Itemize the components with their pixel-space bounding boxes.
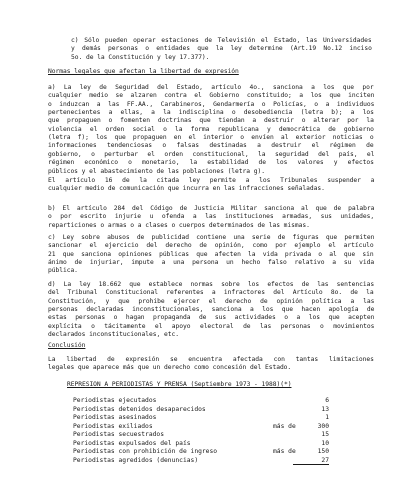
text-line: El artículo 16 de la citada ley permite a los Tribunales suspender a [48, 177, 375, 184]
text-line: que propaguen o fomenten doctrinas que tiendan a destruir o alterar por la [48, 117, 374, 125]
text-line: (letra f); los que propaguen en el interior o envíen al exterior noticias o [48, 134, 374, 142]
text-line: d) La ley 18.662 que establece normas sobre los efectos de las sentencias [48, 281, 375, 288]
text-line: cualquier medio de comunicación que incurra en las infracciones señaladas. [48, 185, 325, 193]
text-line: pertenecientes a ellas, a la indisciplina o desobediencia (letra b); a los [48, 109, 374, 117]
table-row-value: 6 [325, 397, 329, 404]
text-line: personas declaradas inconstitucionales, sanciona a los que hacen apología de [48, 306, 375, 314]
text-line: declarados inconstitucionales, etc. [48, 331, 179, 339]
text-line: gobierno, o perturbar el orden constitucional, la seguridad del país, el [48, 150, 375, 158]
table-row-label: Periodistas secuestrados [73, 431, 164, 439]
text-line: régimen económico o monetario, la estabilidad de los valores y efectos [48, 159, 374, 167]
text-line: o por escrito injurie u ofenda a las instituciones armadas, sus unidades, [48, 213, 375, 221]
table-row-prefix: más de [273, 448, 296, 456]
text-line: Constitución, y que prohibe ejercer el derecho de opinión política a las [48, 297, 375, 305]
text-line: cualquier medio se alzaren contra el Gobierno constituido; a los que inciten [48, 92, 375, 100]
table-total-rule [293, 464, 329, 465]
text-line: explícita o tácitamente el apoyo electoral de las personas o movimientos [48, 322, 375, 330]
text-line: o induzcan a las FF.AA., Carabineros, Gendarmería o Policías, o a individuos [48, 100, 375, 108]
text-line: y demás personas o entidades que la ley determine (Art.19 No.12 inciso [71, 45, 372, 53]
text-line: a) La ley de Seguridad del Estado, artículo 4o., sanciona a los que por [48, 84, 374, 91]
table-row-value: 300 [317, 422, 329, 430]
table-row [0, 397, 329, 404]
text-line: estas personas o hagan propaganda de sus actividades o a los que acepten [48, 314, 375, 322]
table-row-label: Periodistas detenidos desaparecidos [73, 405, 206, 413]
table-row [0, 423, 329, 430]
text-line: c) Sólo pueden operar estaciones de Televisión el Estado, las Universidades [71, 37, 372, 44]
table-row-label: Periodistas agredidos (denuncias) [73, 456, 199, 464]
text-line: del Tribunal Constitucional referentes a infractores del Artículo 8o. de la [48, 289, 374, 297]
heading-normas-legales: Normas legales que afectan la libertad de expresión [48, 68, 239, 75]
text-line: legales que aparece más que un derecho como concesión del Estado. [48, 364, 292, 372]
text-line: violencia el orden social o la forma republicana y democrática de gobierno [48, 125, 374, 133]
table-row-value: 10 [321, 439, 329, 447]
table-row-value: 13 [321, 405, 329, 413]
text-line: reparticiones o armas o a clases o cuerpos determinados de las mismas. [48, 221, 310, 229]
text-line: sancionar el ejercicio del derecho de opinión, como por ejemplo el artículo [48, 242, 374, 250]
table-row-value: 1 [325, 414, 329, 422]
table-title: REPRESION A PERIODISTAS Y PRENSA (Septiembre 1973 - 1988)(*) [67, 381, 292, 388]
table-row [0, 448, 329, 455]
text-line: públicos y el abastecimiento de las poblaciones (letra g). [48, 167, 265, 175]
text-line: pública. [48, 267, 78, 275]
table-row-value: 15 [321, 431, 329, 439]
text-line: 5o. de la Constitución y ley 17.377). [71, 53, 210, 61]
text-line: 21 que sanciona opiniones públicas que afecten la vida privada o al que sin [48, 250, 374, 258]
table-row-prefix: más de [273, 422, 296, 430]
table-row [0, 414, 329, 421]
text-line: La libertad de expresión se encuentra afectada con tantas limitaciones [48, 356, 374, 363]
table-row-label: Periodistas ejecutados [73, 397, 157, 404]
table-row [0, 431, 329, 438]
text-line: informaciones tendenciosas o falsas destinadas a destruir el régimen de [48, 142, 374, 150]
table-row [0, 457, 329, 464]
table-row-label: Periodistas exiliados [73, 422, 153, 430]
text-line: c) Ley sobre abusos de publicidad contiene una serie de figuras que permiten [48, 234, 375, 241]
table-row-label: Periodistas asesinados [73, 414, 157, 422]
heading-conclusion: Conclusión [48, 342, 86, 349]
table-row-value: 27 [321, 456, 329, 464]
table-row-label: Periodistas expulsados del país [73, 439, 191, 447]
text-line: b) El artículo 284 del Código de Justicia Militar sanciona al que de palabra [48, 205, 375, 212]
table-row [0, 440, 329, 447]
table-row [0, 406, 329, 413]
table-row-label: Periodistas con prohibición de ingreso [73, 448, 218, 456]
table-row-value: 150 [317, 448, 329, 456]
text-line: ánimo de injuriar, impute a una persona un hecho falso relativo a su vida [48, 259, 375, 267]
